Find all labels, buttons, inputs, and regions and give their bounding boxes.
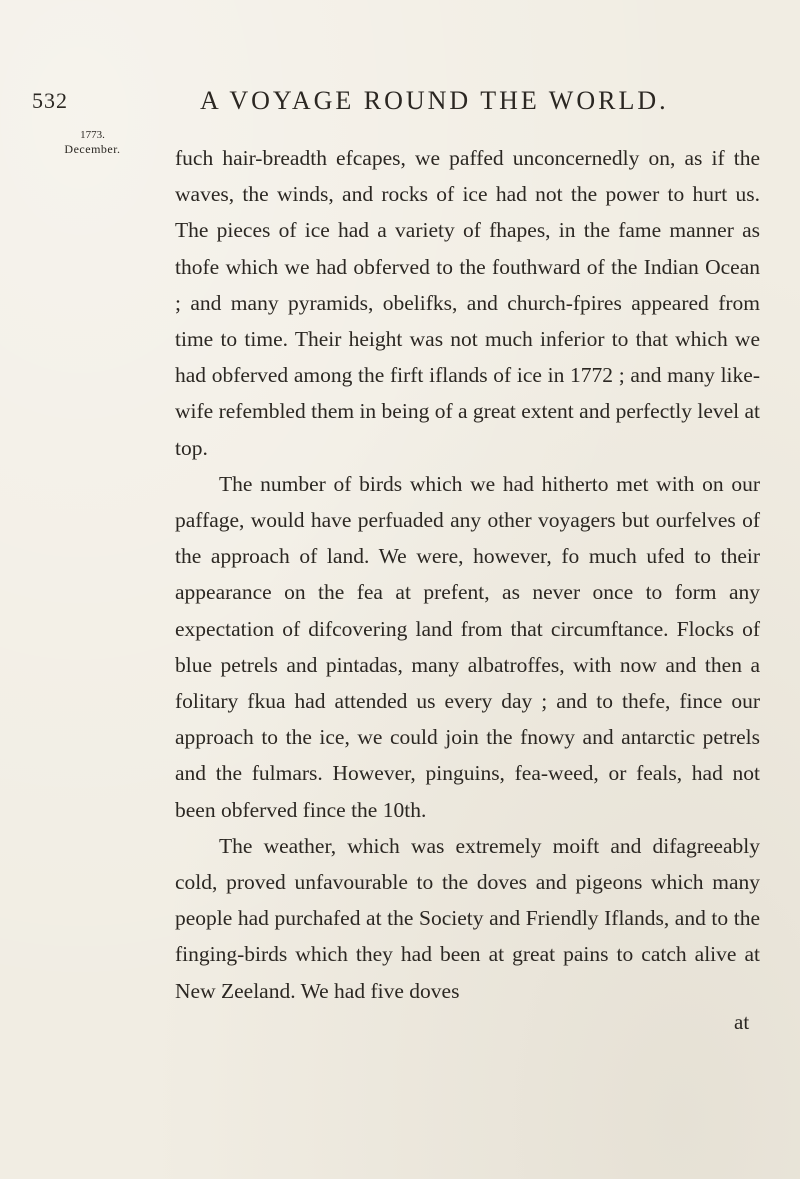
paragraph-1: fuch hair-breadth efcapes, we paffed unconcernedly on, as if the waves, the winds, and rocks of ice had not the power to hurt us. The pieces of ice had a variety of fhapes, in the fame manner as thofe which we had obferved to the fouthward of the Indian Ocean ; and many pyramids, obelifks, and church-fpires appeared from time to time. Their height was not much inferior to that which we had obferved among the firft iflands of ice in 1772 ; and many likewife refembled them in being of a great extent and perfectly level at top. [175, 146, 761, 460]
margin-year: 1773. [80, 129, 105, 141]
body-text [175, 140, 760, 1009]
margin-month: December. [64, 142, 121, 156]
paragraph-3: The weather, which was extremely moift and difagreeably cold, proved unfavourable to the doves and pigeons which many people had purchafed at the Society and Friendly Iflands, and to the finging-birds which they had been at great pains to catch alive at New Zeeland. We had five doves [175, 833, 760, 1003]
paragraph-2: The number of birds which we had hitherto met with on our paffage, would have perfuaded any other voyagers but ourfelves of the approach of land. We were, however, fo much ufed to their appearance on the fea at prefent, as never once to form any expectation of difcovering land from that circumftance. Flocks of blue petrels and pintadas, many albatroffes, with now and then a folitary fkua had attended us every day ; and to thefe, fince our approach to the ice, we could join the fnowy and antarctic petrels and the fulmars. However, pinguins, fea-weed, or feals, had not been obferved fince the 10th. [175, 471, 760, 822]
page-number: 532 [32, 88, 68, 113]
catchword: at [734, 1010, 750, 1034]
margin-date-note [30, 128, 155, 156]
running-title: A VOYAGE ROUND THE WORLD. [200, 86, 669, 115]
